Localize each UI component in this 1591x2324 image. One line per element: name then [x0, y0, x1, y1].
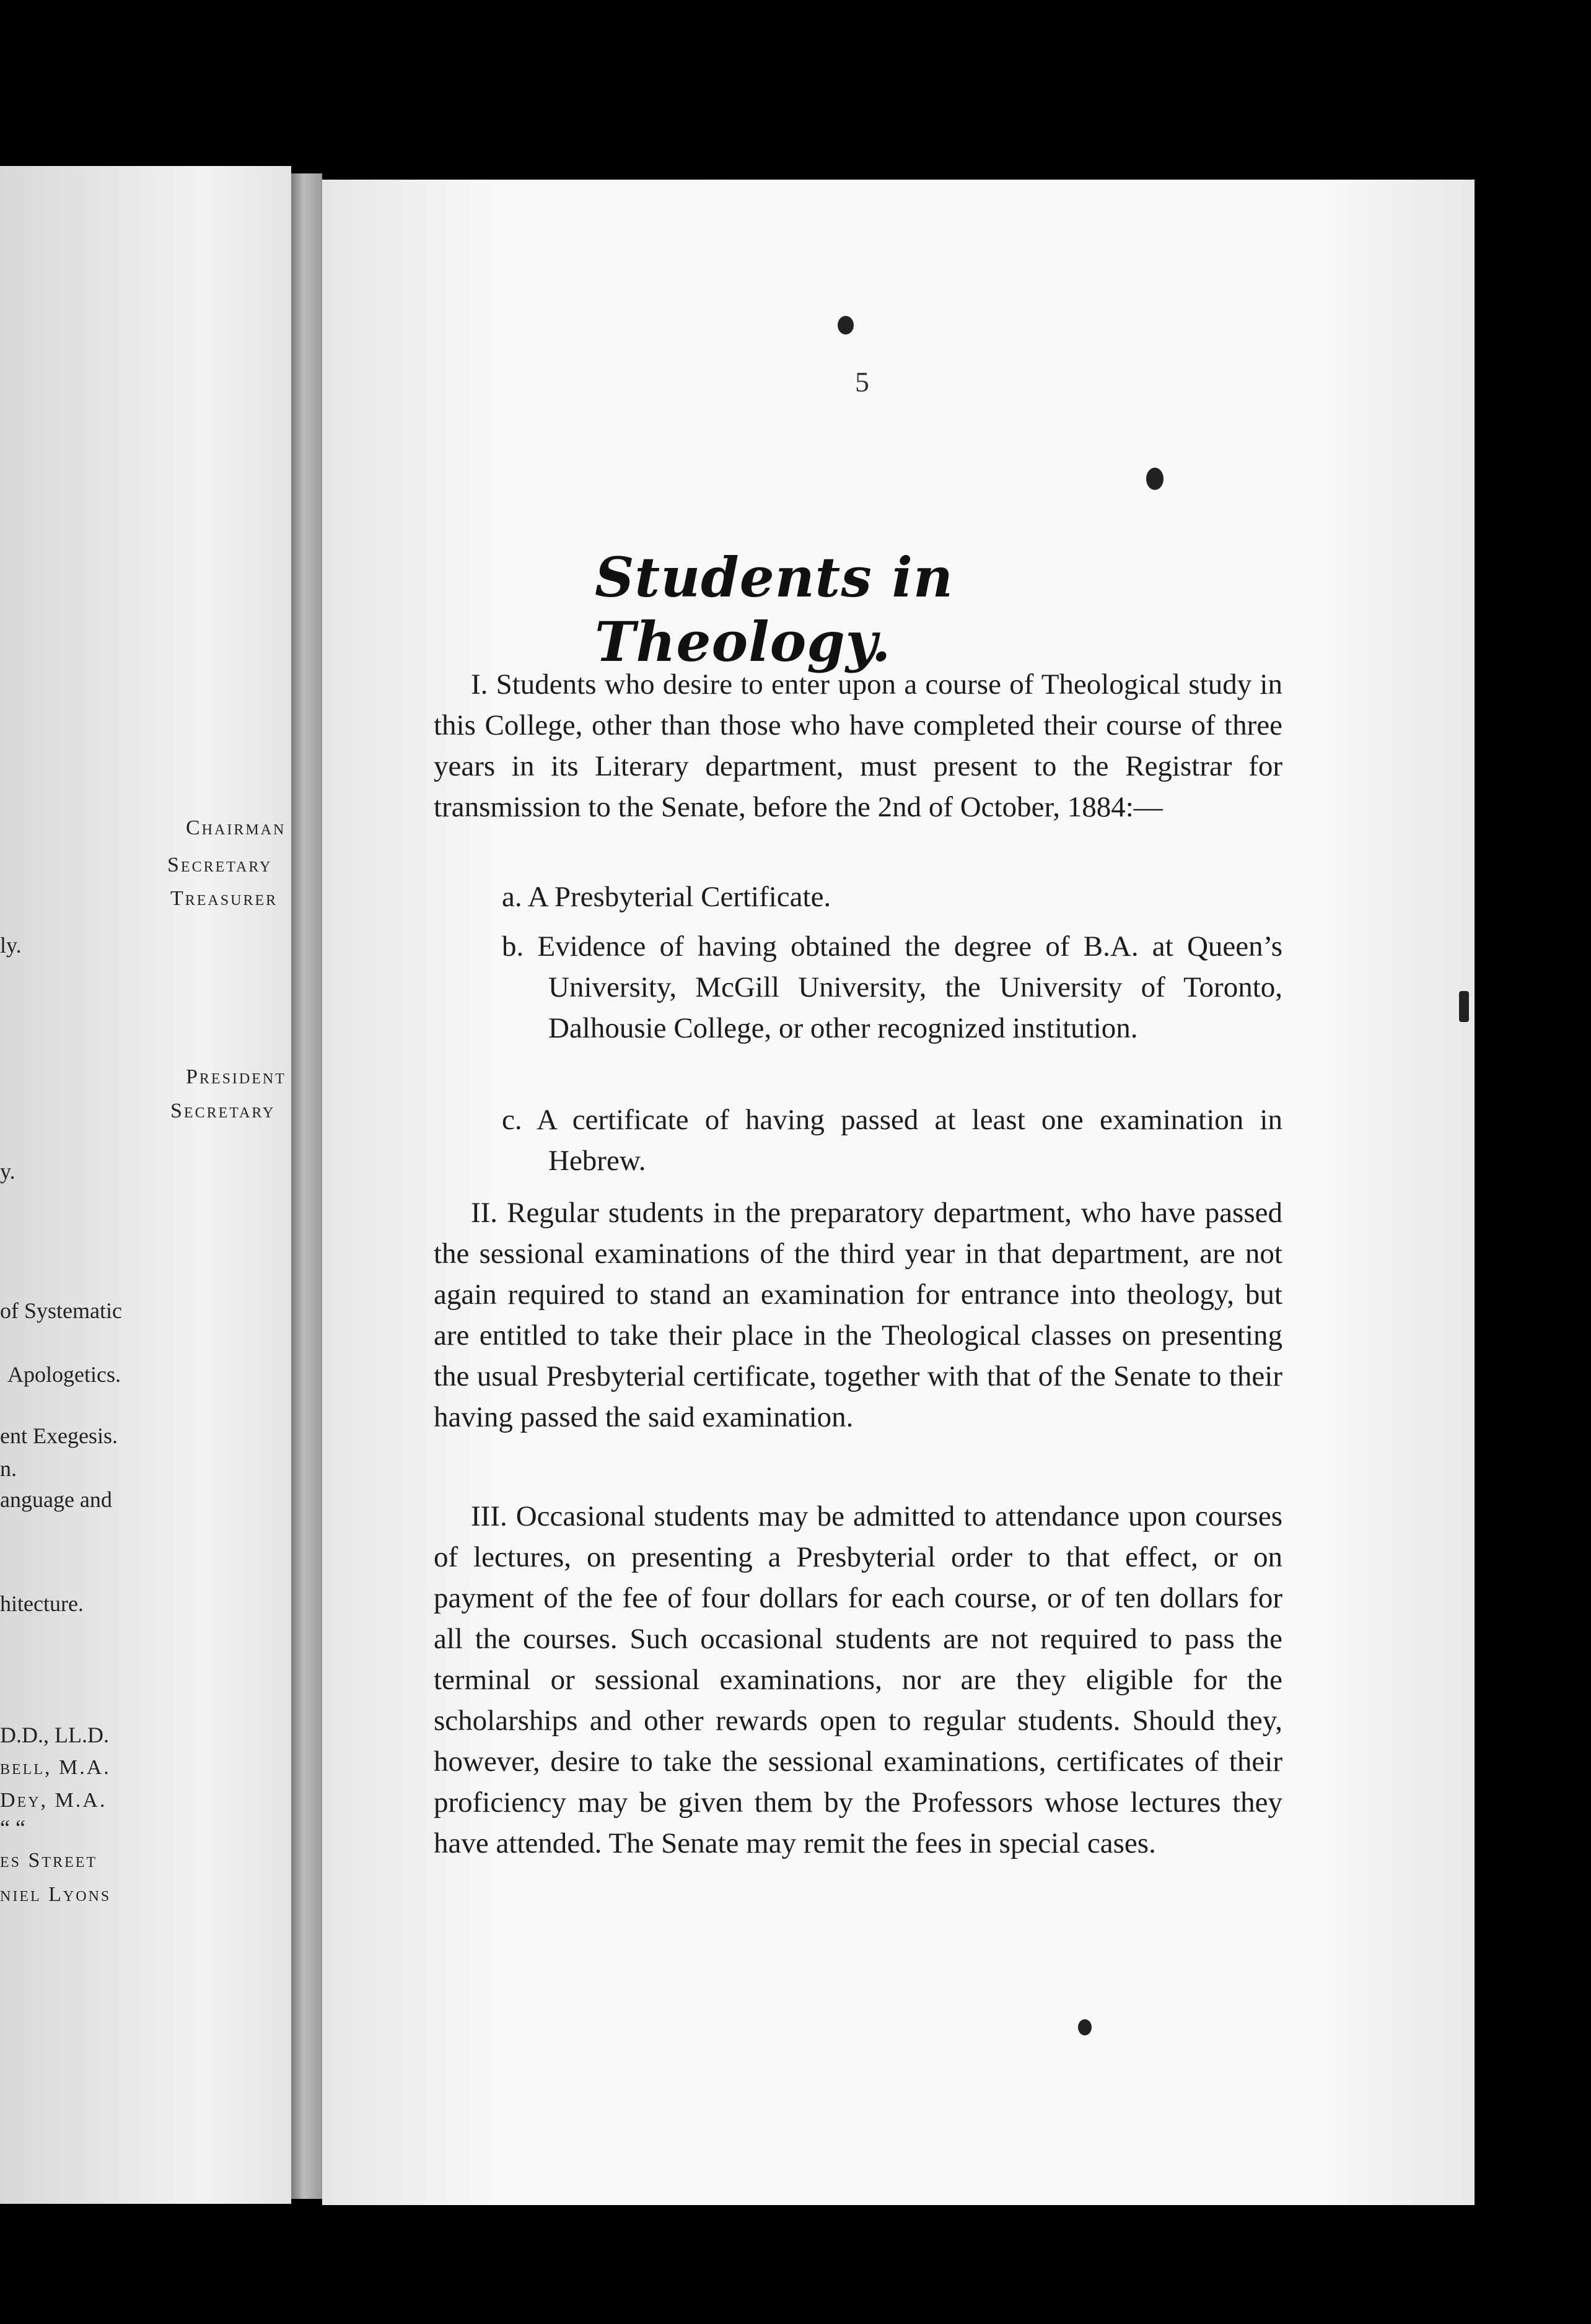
left-line: of Systematic [0, 1298, 122, 1323]
left-line: bell, M.A. [0, 1756, 111, 1779]
left-line: anguage and [0, 1487, 112, 1512]
left-line: ly. [0, 933, 22, 958]
left-line: Dey, M.A. [0, 1789, 107, 1812]
paragraph-3: III. Occasional students may be admitted to attendance upon courses of lectures, on presenting a Presbyterial order to that effect, or on payment of the fee of four dollars for each course, or of ten dollars for all the courses. Such occasional students are not required to pass the terminal or sessional examinations, nor are they eligible for the scholarships and other rewards open to regular students. Should they, however, desire to take the sessional examinations, certificates of their proficiency may be given them by the Professors whose lectures they have attended. The Senate may remit the fees in special cases. [434, 1500, 1282, 1859]
left-line: “ “ [0, 1815, 25, 1840]
left-line: y. [0, 1159, 15, 1184]
list-item-b: b. Evidence of having obtained the degree of B.A. at Queen’s University, McGill University, the University of Toronto, Dalhousie College, or other recognized institution. [502, 930, 1282, 1044]
paragraph-2: II. Regular students in the preparatory department, who have passed the sessional examinations of the third year in that department, are not again required to stand an examination for entrance into theology, but are entitled to take their place in the Theological classes on presenting the usual Presbyterial certificate, together with that of the Senate to their having passed the said examination. [434, 1197, 1282, 1433]
left-line: n. [0, 1456, 17, 1481]
left-line: Secretary [170, 1099, 276, 1122]
dust-speck [838, 316, 854, 334]
left-line: hitecture. [0, 1591, 84, 1616]
left-line: es Street [0, 1849, 98, 1872]
left-line: Treasurer [170, 887, 278, 910]
dust-speck [1459, 991, 1469, 1022]
left-line: President [186, 1065, 286, 1088]
page-number: 5 [855, 366, 869, 398]
paragraph-1: I. Students who desire to enter upon a course of Theological study in this College, other than those who have completed their course of three years in its Literary department, must present to the Registrar for transmission to the Senate, before the 2nd of October, 1884:— [434, 668, 1282, 823]
list-item-c: c. A certificate of having passed at least one examination in Hebrew. [502, 1104, 1282, 1177]
left-line: D.D., LL.D. [0, 1723, 109, 1747]
list-item-a: a. A Presbyterial Certificate. [502, 881, 831, 913]
left-line: Apologetics. [7, 1362, 121, 1387]
dust-speck [1078, 2019, 1092, 2035]
left-line: niel Lyons [0, 1883, 112, 1906]
left-line: ent Exegesis. [0, 1423, 118, 1448]
left-line: Secretary [167, 854, 273, 876]
left-line: Chairman [186, 816, 286, 839]
dust-speck [1146, 468, 1164, 490]
book-gutter [291, 173, 322, 2199]
page-title: Students in Theology. [595, 545, 953, 674]
